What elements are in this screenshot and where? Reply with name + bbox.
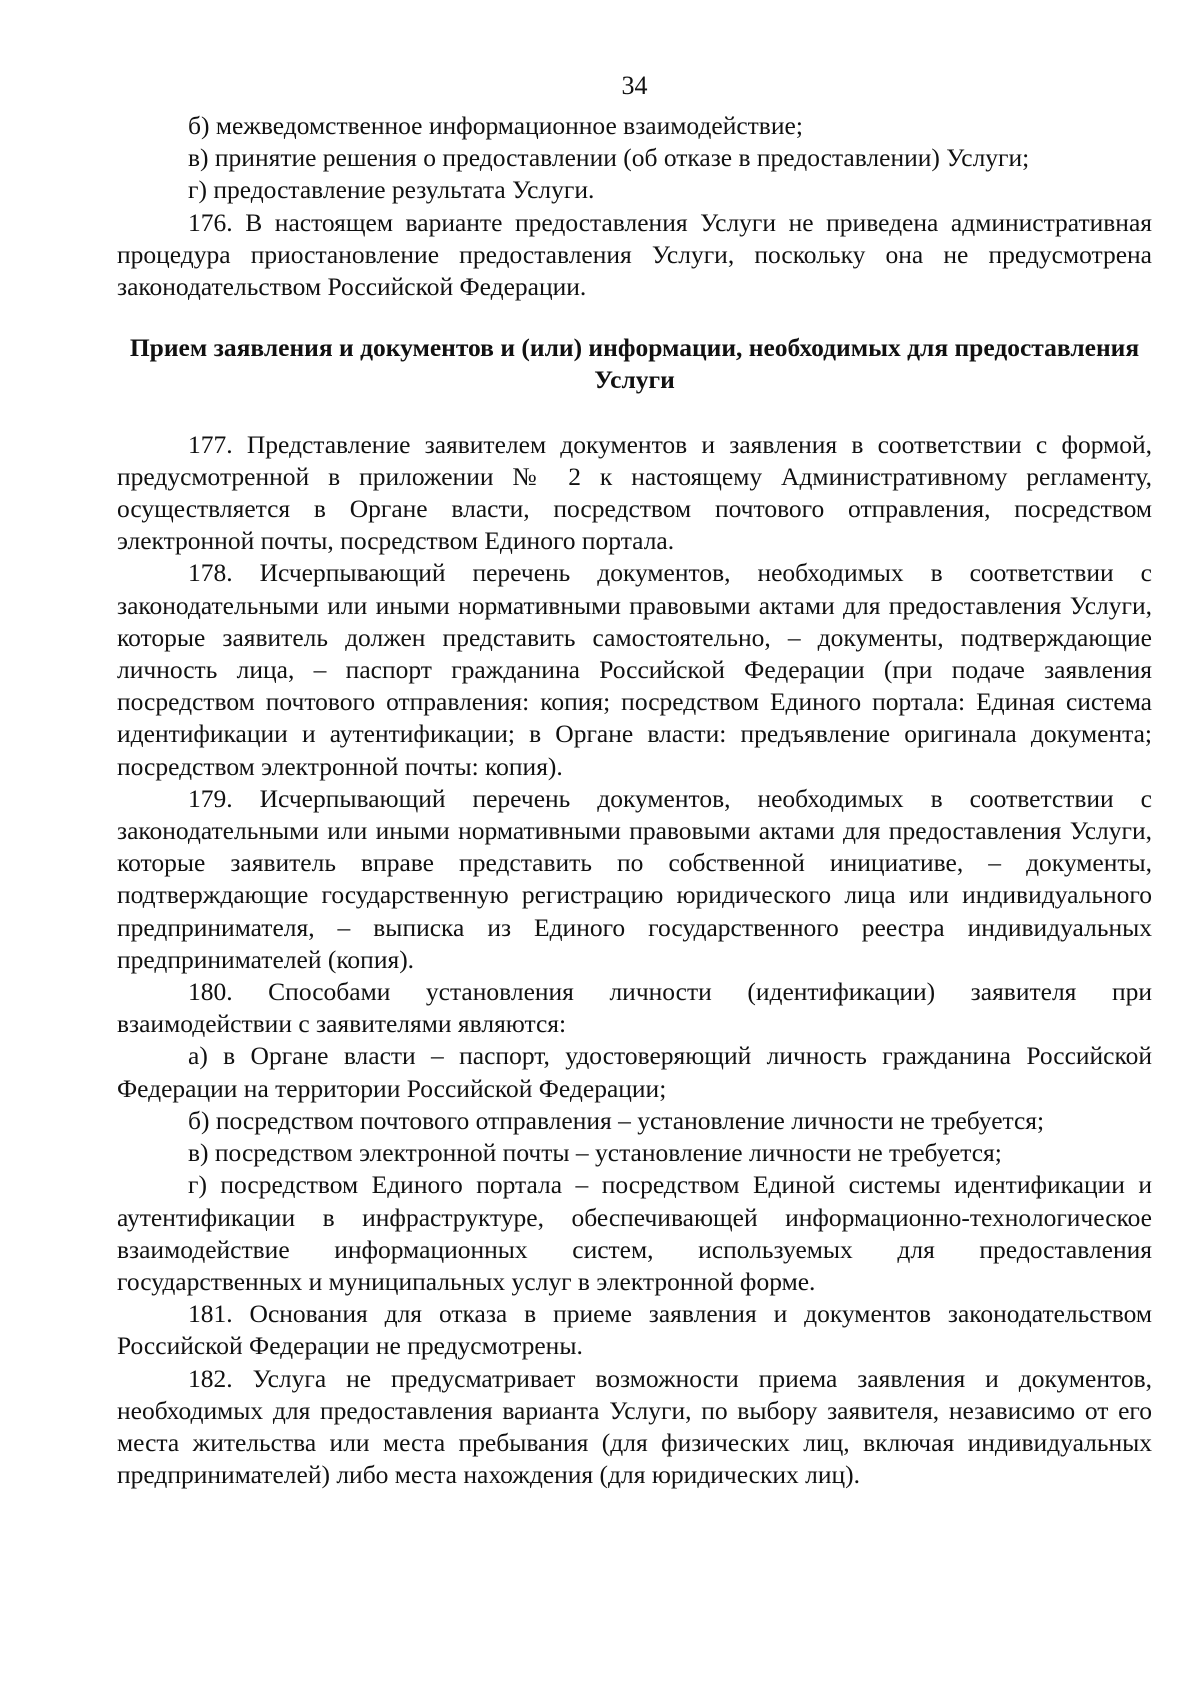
- document-body: [117, 110, 1152, 1491]
- paragraph-181: 181. Основания для отказа в приеме заявления и документов законодательством Российской Федерации не предусмотрены.: [117, 1299, 1152, 1361]
- document-page: [117, 70, 1152, 1491]
- section-heading: Прием заявления и документов и (или) информации, необходимых для предоставления Услуги: [129, 333, 1140, 395]
- paragraph-179: 179. Исчерпывающий перечень документов, необходимых в соответствии с законодательными или иными нормативными правовыми актами для предоставления Услуги, которые заявитель вправе представить по собственной инициативе, – документы, подтверждающие государственную регистрацию юридического лица или индивидуального предпринимателя, – выписка из Единого государственного реестра индивидуальных предпринимателей (копия).: [117, 783, 1152, 974]
- paragraph-180: 180. Способами установления личности (идентификации) заявителя при взаимодействии с заявителями являются:: [117, 977, 1152, 1039]
- paragraph-item-b: б) межведомственное информационное взаимодействие;: [188, 111, 803, 140]
- paragraph-176: 176. В настоящем варианте предоставления Услуги не приведена административная процедура приостановление предоставления Услуги, поскольку она не предусмотрена законодательством Российской Федерации.: [117, 207, 1152, 302]
- paragraph-182: 182. Услуга не предусматривает возможности приема заявления и документов, необходимых для предоставления варианта Услуги, по выбору заявителя, независимо от его места жительства или места пребывания (для физических лиц, включая индивидуальных предпринимателей) либо места нахождения (для юридических лиц).: [117, 1363, 1152, 1490]
- paragraph-180-v: в) посредством электронной почты – установление личности не требуется;: [188, 1138, 1002, 1168]
- paragraph-180-b: б) посредством почтового отправления – установление личности не требуется;: [188, 1105, 1045, 1135]
- page-number: 34: [621, 71, 648, 100]
- paragraph-item-g: г) предоставление результата Услуги.: [188, 175, 595, 205]
- paragraph-178: 178. Исчерпывающий перечень документов, необходимых в соответствии с законодательными или иными нормативными правовыми актами для предоставления Услуги, которые заявитель должен представить самостоятельно, – документы, подтверждающие личность лица, – паспорт гражданина Российской Федерации (при подаче заявления посредством почтового отправления: копия; посредством Единого портала: Единая система идентификации и аутентификации; в Органе власти: предъявление оригинала документа; посредством электронной почты: копия).: [117, 558, 1152, 781]
- paragraph-180-a: а) в Органе власти – паспорт, удостоверяющий личность гражданина Российской Федерации на территории Российской Федерации;: [117, 1041, 1152, 1103]
- paragraph-177: 177. Представление заявителем документов и заявления в соответствии с формой, предусмотренной в приложении № 2 к настоящему Административному регламенту, осуществляется в Органе власти, посредством почтового отправления, посредством электронной почты, посредством Единого портала.: [117, 429, 1152, 556]
- paragraph-180-g: г) посредством Единого портала – посредством Единой системы идентификации и аутентификации в инфраструктуре, обеспечивающей информационно-технологическое взаимодействие информационных систем, используемых для предоставления государственных и муниципальных услуг в электронной форме.: [117, 1170, 1152, 1296]
- paragraph-item-v: в) принятие решения о предоставлении (об отказе в предоставлении) Услуги;: [188, 143, 1030, 173]
